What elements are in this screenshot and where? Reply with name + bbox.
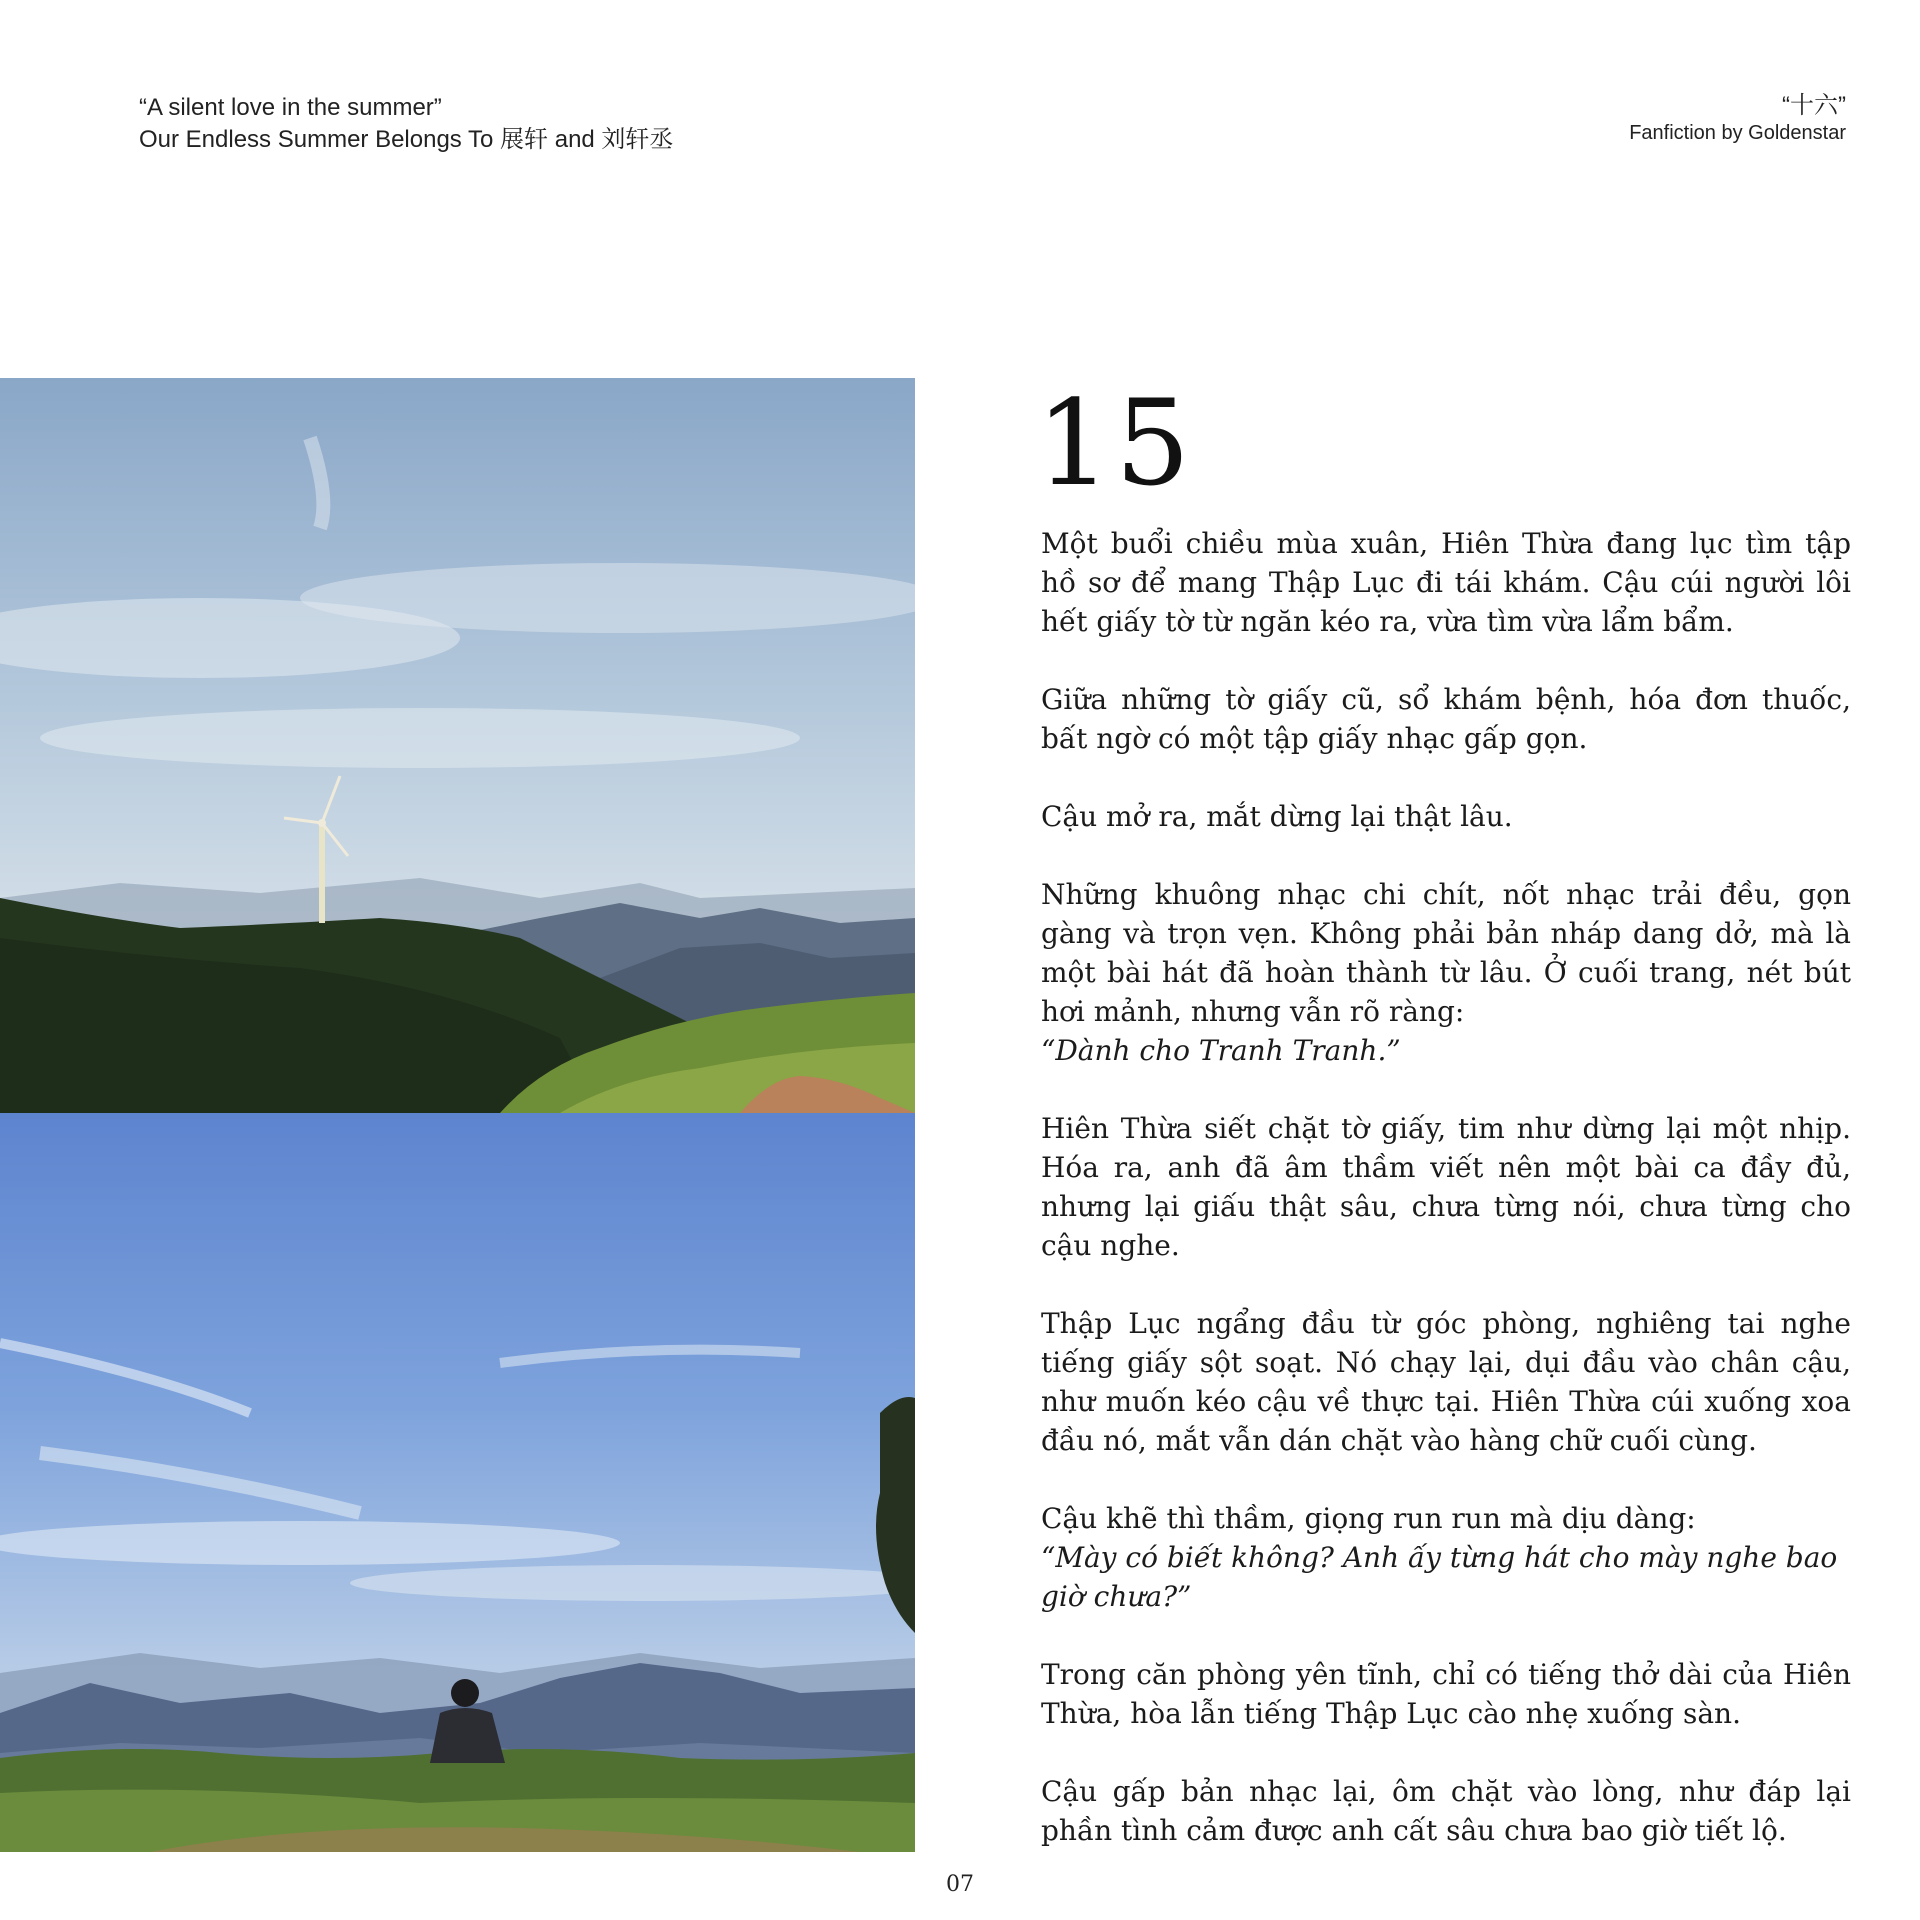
story-paragraph-5: Hiên Thừa siết chặt tờ giấy, tim như dừng lại một nhịp. Hóa ra, anh đã âm thầm viết nên một bài ca đầy đủ, nhưng lại giấu thật sâu, chưa từng nói, chưa từng cho cậu nghe.	[1041, 1112, 1851, 1262]
story-paragraph-7-text: Cậu khẽ thì thầm, giọng run run mà dịu dàng:	[1041, 1502, 1696, 1535]
header-right	[1629, 92, 1846, 146]
page-number: 07	[946, 1872, 974, 1897]
story-paragraph-4-text: Những khuông nhạc chi chít, nốt nhạc trải đều, gọn gàng và trọn vẹn. Không phải bản nháp dang dở, mà là một bài hát đã hoàn thành từ lâu. Ở cuối trang, nét bút hơi mảnh, nhưng vẫn rõ ràng:	[1041, 878, 1851, 1028]
header-left	[139, 92, 673, 156]
story-paragraph-1: Một buổi chiều mùa xuân, Hiên Thừa đang lục tìm tập hồ sơ để mang Thập Lục đi tái khám. Cậu cúi người lôi hết giấy tờ từ ngăn kéo ra, vừa tìm vừa lẩm bẩm.	[1041, 527, 1851, 638]
story-paragraph-9: Cậu gấp bản nhạc lại, ôm chặt vào lòng, như đáp lại phần tình cảm được anh cất sâu chưa bao giờ tiết lộ.	[1041, 1775, 1851, 1847]
windmill-landscape-svg	[0, 378, 915, 1113]
header-chapter-label: “十六”	[1782, 92, 1846, 119]
story-paragraph-6: Thập Lục ngẩng đầu từ góc phòng, nghiêng tai nghe tiếng giấy sột soạt. Nó chạy lại, dụi đầu vào chân cậu, như muốn kéo cậu về thực tại. Hiên Thừa cúi xuống xoa đầu nó, mắt vẫn dán chặt vào hàng chữ cuối cùng.	[1041, 1307, 1851, 1457]
story-quote-1: “Dành cho Tranh Tranh.”	[1041, 1034, 1401, 1067]
header-title: Our Endless Summer Belongs To 展轩 and 刘轩丞	[139, 126, 674, 153]
story-paragraph-2: Giữa những tờ giấy cũ, sổ khám bệnh, hóa đơn thuốc, bất ngờ có một tập giấy nhạc gấp gọn.	[1041, 683, 1851, 755]
story-paragraph-8: Trong căn phòng yên tĩnh, chỉ có tiếng thở dài của Hiên Thừa, hòa lẫn tiếng Thập Lục cào nhẹ xuống sàn.	[1041, 1658, 1851, 1730]
story-quote-2: “Mày có biết không? Anh ấy từng hát cho mày nghe bao giờ chưa?”	[1041, 1541, 1838, 1613]
windmill-landscape-image	[0, 378, 915, 1113]
person-sitting-image	[0, 1113, 915, 1852]
story-paragraph-4	[1041, 875, 1851, 1070]
header-tagline: “A silent love in the summer”	[139, 94, 442, 121]
chapter-number: 15	[1036, 374, 1195, 512]
story-text	[1041, 524, 1851, 1889]
person-sitting-svg	[0, 1113, 915, 1852]
story-paragraph-3: Cậu mở ra, mắt dừng lại thật lâu.	[1041, 800, 1513, 833]
header-author: Fanfiction by Goldenstar	[1629, 122, 1846, 144]
story-paragraph-7	[1041, 1499, 1851, 1616]
